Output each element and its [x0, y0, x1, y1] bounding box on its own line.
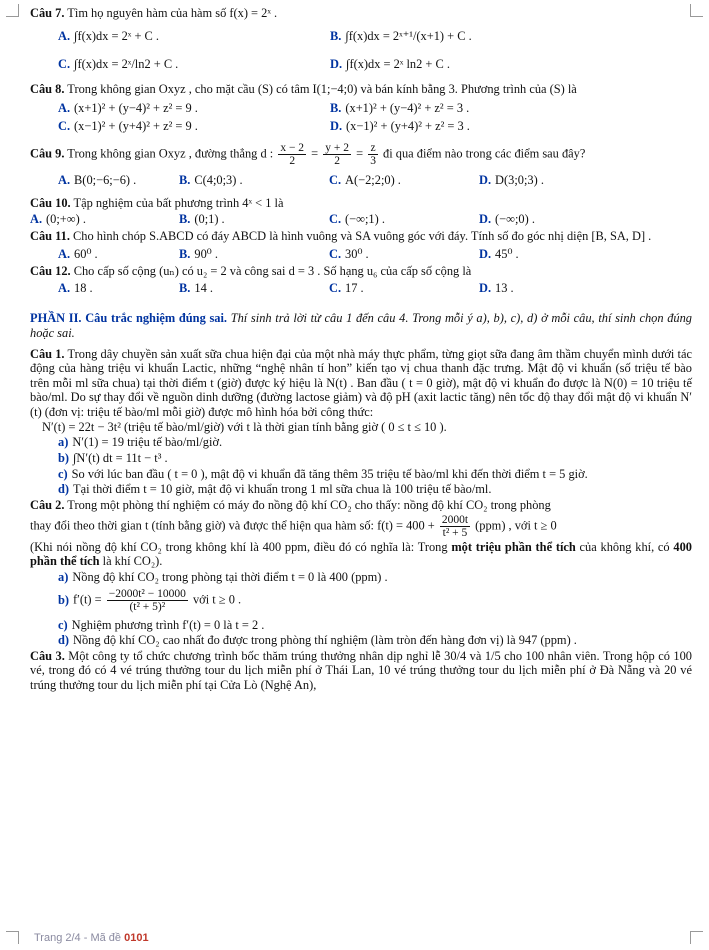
- options-row: [30, 281, 692, 296]
- question-text: Cho cấp số cộng (uₙ) có u₂ = 2 và công sai d = 3 . Số hạng u₆ của cấp số cộng là: [70, 264, 472, 278]
- statement-d[interactable]: d) Tại thời điểm t = 10 giờ, mật độ vi khuẩn trong 1 ml sữa chua là 100 triệu tế bào/ml.: [58, 482, 492, 497]
- tf-question-1: [30, 347, 692, 497]
- question-label: Câu 2.: [30, 497, 65, 512]
- option-c[interactable]: C. 30⁰ .: [329, 247, 369, 262]
- crop-mark-top-left: [6, 4, 19, 17]
- formula: N′(t) = 22t − 3t² (triệu tế bào/ml/giờ) với t là thời gian tính bằng giờ ( 0 ≤ t ≤ 10 ).: [42, 419, 447, 434]
- option-c[interactable]: C. 17 .: [329, 280, 364, 295]
- part-description: Thí sinh trả lời từ câu 1 đến câu 4. Trong mỗi ý a), b), c), d) ở mỗi câu, thí sinh chọn đúng hoặc sai.: [30, 311, 692, 340]
- question-label: Câu 11.: [30, 228, 70, 243]
- option-c[interactable]: C. ∫f(x)dx = 2ˣ/ln2 + C .: [58, 57, 179, 72]
- option-d[interactable]: D. (−∞;0) .: [479, 212, 535, 227]
- option-c[interactable]: C. (−∞;1) .: [329, 212, 385, 227]
- statement-b[interactable]: b) ∫N′(t) dt = 11t − t³ .: [58, 450, 168, 465]
- question-7: [30, 6, 692, 72]
- crop-mark-bottom-right: [690, 931, 703, 944]
- option-d[interactable]: D. D(3;0;3) .: [479, 172, 544, 187]
- option-c[interactable]: C. (x−1)² + (y+4)² + z² = 9 .: [58, 119, 198, 134]
- option-a[interactable]: A. (0;+∞) .: [30, 212, 86, 227]
- question-11: [30, 229, 692, 262]
- statement-c[interactable]: c) So với lúc ban đầu ( t = 0 ), mật độ vi khuẩn đã tăng thêm 35 triệu tế bào/ml khi đến thời điểm t = 5 giờ.: [58, 466, 588, 481]
- options-row: [30, 101, 692, 116]
- option-d[interactable]: D. 13 .: [479, 280, 514, 295]
- question-label: Câu 1.: [30, 346, 65, 361]
- option-b[interactable]: B. 14 .: [179, 280, 213, 295]
- exam-code: 0101: [124, 932, 149, 944]
- option-b[interactable]: B. C(4;0;3) .: [179, 172, 243, 187]
- option-a[interactable]: A. 60⁰ .: [58, 247, 98, 262]
- question-10: [30, 196, 692, 227]
- question-9: Câu 9. Trong không gian Oxyz , đường thẳng d : $\frac{x - 2}{2}$ = $\frac{y + 2}{2}$ = $\frac{z}{3}$ đi qua điểm nào trong các điểm sau đây? A. B(0;−6;−6) . B. C(4;0;3) . C. A(−2;2;0) . D. D(3;0;3) .: [30, 142, 692, 188]
- option-b[interactable]: B. ∫f(x)dx = 2ˣ⁺¹/(x+1) + C .: [330, 28, 472, 43]
- option-a[interactable]: A. B(0;−6;−6) .: [58, 172, 137, 187]
- statement-c[interactable]: c) Nghiệm phương trình f′(t) = 0 là t = 2 .: [58, 617, 265, 632]
- question-text: Một công ty tổ chức chương trình bốc thăm trúng thưởng nhân dịp nghỉ lễ 30/4 và 1/5 cho 100 nhân viên. Trong hộp có 100 vé, trong đó có 4 vé trúng thưởng tour du lịch miễn phí ở Thái Lan, 10 vé trúng thưởng tour du lịch miễn phí ở Đà Nẵng và 20 vé trúng thưởng tour du lịch miễn phí tại Cửa Lò (Nghệ An),: [30, 648, 692, 692]
- question-label: Câu 10.: [30, 195, 71, 210]
- question-text: Tìm họ nguyên hàm của hàm số f(x) = 2ˣ .: [64, 6, 278, 20]
- question-8: [30, 82, 692, 134]
- question-text: Trong một phòng thí nghiệm có máy đo nồng độ khí CO₂ cho thấy: nồng độ khí CO₂ trong phòng: [64, 497, 551, 512]
- option-b[interactable]: B. (0;1) .: [179, 212, 225, 227]
- part-2-heading: [30, 311, 692, 340]
- option-c[interactable]: C. A(−2;2;0) .: [329, 172, 401, 187]
- exam-page: [30, 6, 692, 693]
- option-d[interactable]: D. (x−1)² + (y+4)² + z² = 3 .: [330, 119, 470, 134]
- question-label: Câu 3.: [30, 648, 65, 663]
- question-12: [30, 264, 692, 295]
- question-text: Trong không gian Oxyz , cho mặt cầu (S) có tâm I(1;−4;0) và bán kính bằng 3. Phương trình của (S) là: [64, 81, 577, 96]
- option-a[interactable]: A. 18 .: [58, 280, 93, 295]
- tf-question-3: [30, 649, 692, 693]
- question-text: Trong dây chuyền sản xuất sữa chua hiện đại của một nhà máy thực phẩm, từng giọt sữa đang âm thầm chuyển mình dưới tác động của hàng triệu vi khuẩn Lactic, những “nghệ nhân tí hon” kiến tạo vị chua thanh đặc trưng. Mật độ vi khuẩn (số triệu tế bào trên mỗi ml sữa chua) tại thời điểm t (giờ) được ký hiệu là N(t) . Ban đầu ( t = 0 giờ), mật độ vi khuẩn đo được là N(0) = 10 triệu tế bào/ml. Do sự thay đổi về nguồn dinh dưỡng (đường lactose giảm) và độ pH (axit lactic tăng) nên tốc độ thay đổi mật độ vi khuẩn N′(t) (đơn vị: triệu tế bào/ml mỗi giờ) được mô hình hóa bởi công thức:: [30, 346, 692, 419]
- fraction: $\frac{x - 2}{2}$: [280, 141, 305, 167]
- tf-question-2: Câu 2. Trong một phòng thí nghiệm có máy đo nồng độ khí CO₂ cho thấy: nồng độ khí CO₂ trong phòng thay đổi theo thời gian t (tính bằng giờ) và được thể hiện qua hàm số: f(t) = 400 + $\frac{2000t}{\text{t² + 5}}$ (ppm) , với t ≥ 0 (Khi nói nồng độ khí CO₂ trong không khí là 400 ppm, điều đó có nghĩa là: Trong một triệu phần thể tích của không khí, có 400 phần thể tích là khí CO₂). a) Nồng độ khí CO₂ trong phòng tại thời điểm t = 0 là 400 (ppm) . b) f′(t) = $\frac{\text{−2000t² − 10000}}{\text{(t² + 5)²}}$ với t ≥ 0 . c) Nghiệm phương trình f′(t) = 0 là t = 2 . d) Nồng độ khí CO₂ cao nhất đo được trong phòng thí nghiệm (làm tròn đến hàng đơn vị) là 947 (ppm) .: [30, 497, 692, 648]
- option-d[interactable]: D. ∫f(x)dx = 2ˣ ln2 + C .: [330, 57, 450, 72]
- options-row: [30, 173, 692, 188]
- question-label: Câu 8.: [30, 81, 65, 96]
- statement-a[interactable]: a) N′(1) = 19 triệu tế bào/ml/giờ.: [58, 435, 223, 450]
- option-b[interactable]: B. 90⁰ .: [179, 247, 218, 262]
- option-a[interactable]: A. ∫f(x)dx = 2ˣ + C .: [58, 28, 160, 43]
- statement-a[interactable]: a) Nồng độ khí CO₂ trong phòng tại thời điểm t = 0 là 400 (ppm) .: [58, 569, 388, 584]
- question-label: Câu 7.: [30, 6, 65, 20]
- options-row: [30, 247, 692, 262]
- fraction: $\frac{2000t}{\text{t² + 5}}$: [441, 514, 469, 540]
- question-label: Câu 9.: [30, 146, 65, 161]
- part-title: PHẦN II. Câu trắc nghiệm đúng sai.: [30, 311, 228, 326]
- page-footer: Trang 2/4 - Mã đề 0101: [34, 932, 149, 944]
- options-row: [30, 119, 692, 134]
- option-d[interactable]: D. 45⁰ .: [479, 247, 519, 262]
- question-text: Cho hình chóp S.ABCD có đáy ABCD là hình vuông và SA vuông góc với đáy. Tính số đo góc nhị diện [B, SA, D] .: [69, 228, 652, 243]
- options-row: [30, 212, 692, 227]
- option-b[interactable]: B. (x+1)² + (y−4)² + z² = 3 .: [330, 100, 470, 115]
- question-text: Tập nghiệm của bất phương trình 4ˣ < 1 là: [70, 195, 284, 210]
- statement-b[interactable]: b) f′(t) = $\frac{\text{−2000t² − 10000}}{\text{(t² + 5)²}}$ với t ≥ 0 .: [58, 588, 242, 614]
- options-row: [30, 57, 692, 72]
- option-a[interactable]: A. (x+1)² + (y−4)² + z² = 9 .: [58, 100, 198, 115]
- statement-d[interactable]: d) Nồng độ khí CO₂ cao nhất đo được trong phòng thí nghiệm (làm tròn đến hàng đơn vị) là 947 (ppm) .: [58, 633, 577, 648]
- crop-mark-bottom-left: [6, 931, 19, 944]
- options-row: [30, 29, 692, 44]
- question-label: Câu 12.: [30, 264, 71, 278]
